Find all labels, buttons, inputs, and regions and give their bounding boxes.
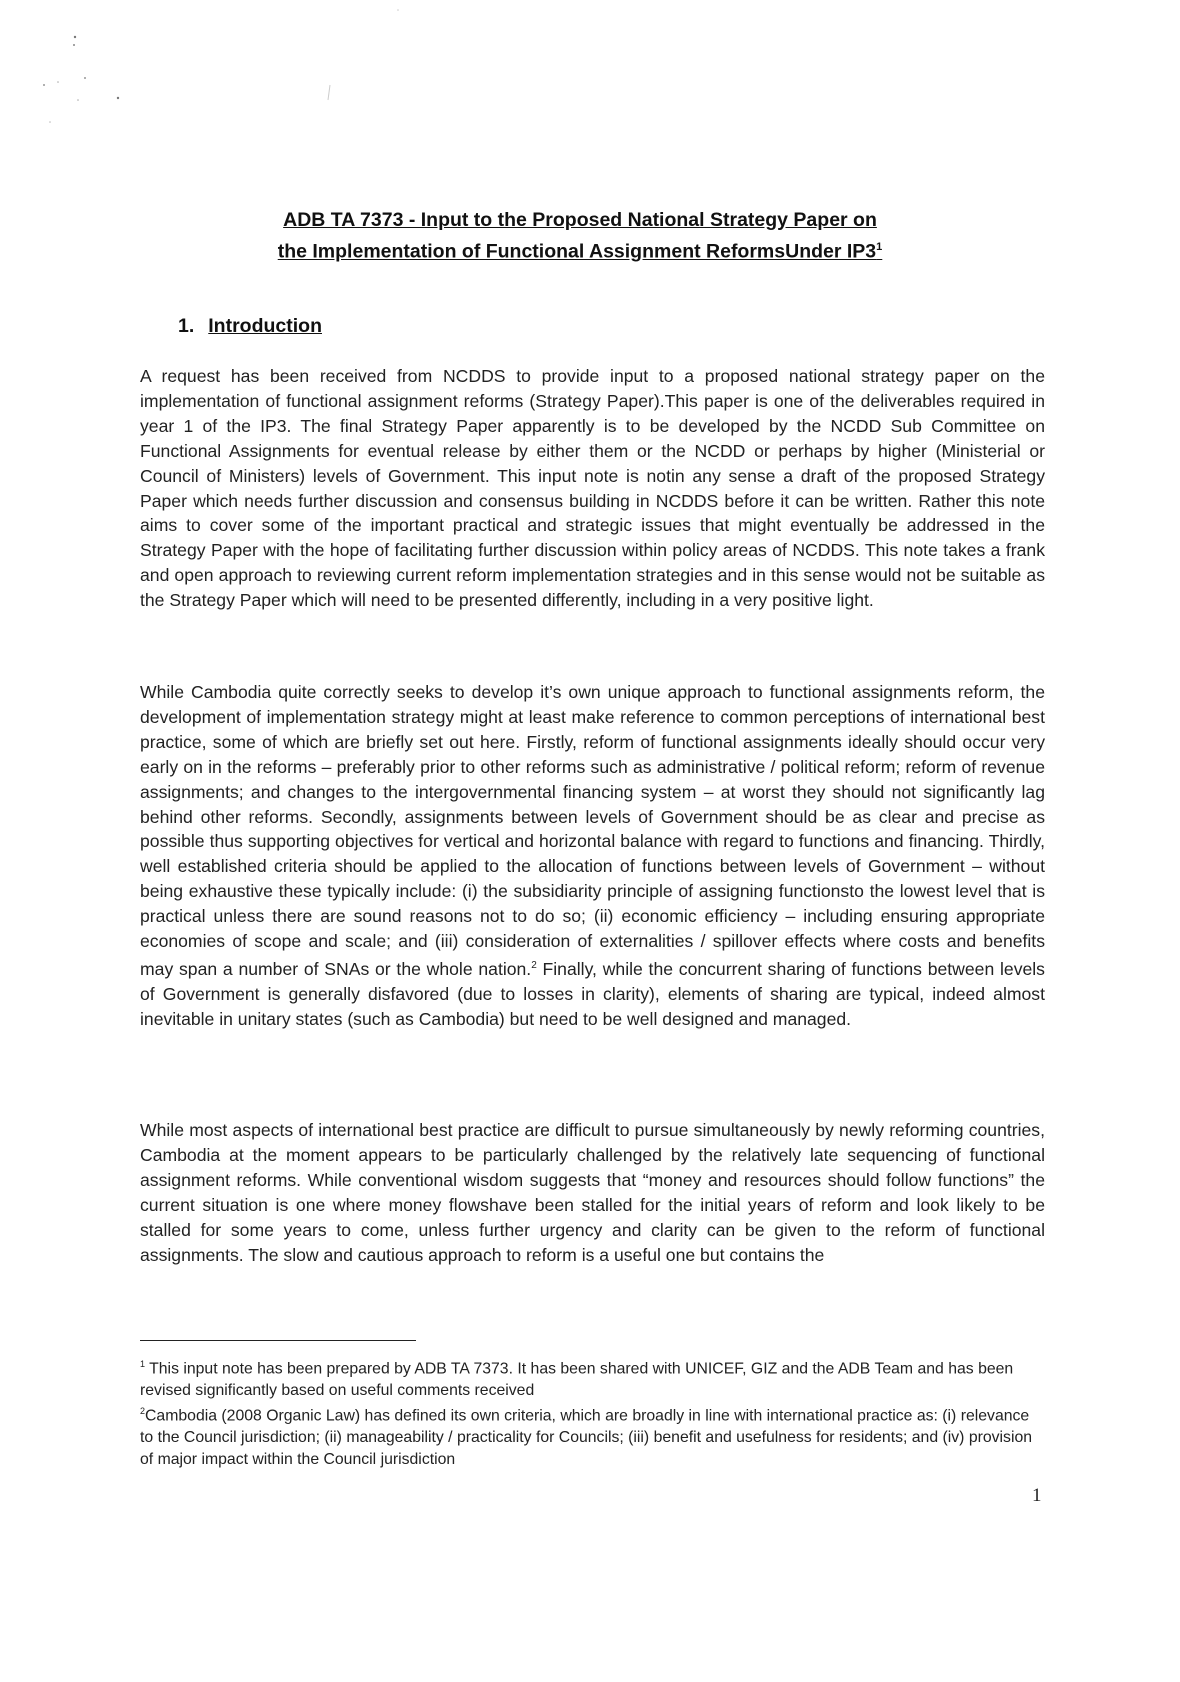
footnote-1 xyxy=(140,1354,1045,1401)
section-heading xyxy=(178,315,322,338)
title-line-1: ADB TA 7373 - Input to the Proposed National Strategy Paper on xyxy=(283,209,877,231)
paragraph-2 xyxy=(140,680,1045,1032)
section-number: 1. xyxy=(178,315,195,337)
document-title xyxy=(190,207,970,266)
paragraph-1: A request has been received from NCDDS to provide input to a proposed national strategy paper on the implementation of functional assignment reforms (Strategy Paper).This paper is one of the deliverables required in year 1 of the IP3. The final Strategy Paper apparently is to be developed by the NCDD Sub Committee on Functional Assignments for eventual release by either them or the NCDD or perhaps by higher (Ministerial or Council of Ministers) levels of Government. This input note is notin any sense a draft of the proposed Strategy Paper which needs further discussion and consensus building in NCDDS before it can be written. Rather this note aims to cover some of the important practical and strategic issues that might eventually be addressed in the Strategy Paper with the hope of facilitating further discussion within policy areas of NCDDS. This note takes a frank and open approach to reviewing current reform implementation strategies and in this sense would not be suitable as the Strategy Paper which will need to be presented differently, including in a very positive light. xyxy=(140,366,1045,611)
title-footnote-ref: 1 xyxy=(876,241,883,253)
paragraph-3: While most aspects of international best practice are difficult to pursue simultaneously by newly reforming countries, Cambodia at the moment appears to be particularly challenged by the relatively late sequencing of functional assignment reforms. While conventional wisdom suggests that “money and resources should follow functions” the current situation is one where money flowshave been stalled for the initial years of reform and look likely to be stalled for some years to come, unless further urgency and clarity can be given to the reform of functional assignments. The slow and cautious approach to reform is a useful one but contains the xyxy=(140,1120,1045,1265)
footnote-1-marker: 1 xyxy=(140,1359,146,1369)
footnote-separator xyxy=(140,1340,416,1341)
paragraph-2-footnote-ref: 2 xyxy=(531,959,537,971)
title-line-2 xyxy=(190,234,970,266)
paragraph-2-text-a: While Cambodia quite correctly seeks to develop it’s own unique approach to functional assignments reform, the development of implementation strategy might at least make reference to common perceptions of international best practice, some of which are briefly set out here. Firstly, reform of functional assignments ideally should occur very early on in the reforms – preferably prior to other reforms such as administrative / political reform; reform of revenue assignments; and changes to the intergovernmental financing system – at worst they should not significantly lag behind other reforms. Secondly, assignments between levels of Government should be as clear and precise as possible thus supporting objectives for vertical and horizontal balance with regard to functions and financing. Thirdly, well established criteria should be applied to the allocation of functions between levels of Government – without being exhaustive these typically include: (i) the subsidiarity principle of assigning functionsto the lowest level that is practical unless there are sound reasons not to do so; (ii) economic efficiency – including ensuring appropriate economies of scope and scale; and (iii) consideration of externalities / spillover effects where costs and benefits may span a number of SNAs or the whole nation. xyxy=(140,682,1045,979)
section-title: Introduction xyxy=(208,315,322,337)
paragraph-2-text-b: Finally, while the concurrent sharing of functions between levels of Government is generally disfavored (due to losses in clarity), elements of sharing are typical, indeed almost inevitable in unitary states (such as Cambodia) but need to be well designed and managed. xyxy=(140,958,1045,1029)
footnote-2 xyxy=(140,1401,1045,1470)
title-line-2-text: the Implementation of Functional Assignment ReformsUnder IP3 xyxy=(277,240,877,263)
scan-specks xyxy=(0,0,500,150)
footnote-1-text: This input note has been prepared by ADB TA 7373. It has been shared with UNICEF, GIZ and the ADB Team and has been revised significantly based on useful comments received xyxy=(140,1360,1014,1399)
footnote-2-marker: 2 xyxy=(140,1406,146,1417)
footnotes xyxy=(140,1354,1045,1470)
page-number: 1 xyxy=(1032,1485,1042,1506)
footnote-2-text: Cambodia (2008 Organic Law) has defined its own criteria, which are broadly in line with international practice as: (i) relevance to the Council jurisdiction; (ii) manageability / practicality for Councils; (iii) benefit and usefulness for residents; and (iv) provision of major impact within the Council jurisdiction xyxy=(140,1407,1033,1468)
